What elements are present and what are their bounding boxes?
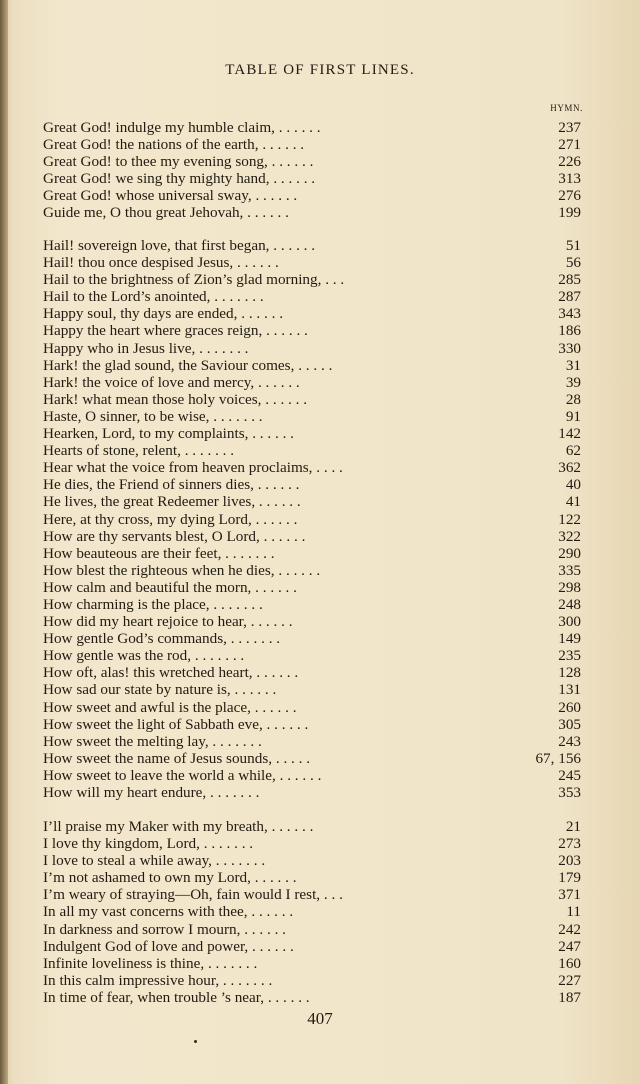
table-row xyxy=(43,374,581,391)
first-line-text: In time of fear, when trouble ’s near, xyxy=(43,988,265,1006)
hymn-number: 40 xyxy=(565,476,581,494)
entry-group-g xyxy=(43,119,581,222)
first-line-text: How sweet and awful is the place, xyxy=(43,698,251,716)
hymn-number: 142 xyxy=(558,425,581,443)
dot-leader: . . . . . . . xyxy=(206,784,260,801)
table-row xyxy=(43,357,581,374)
dot-leader: . . . . . . xyxy=(251,578,297,596)
dot-leader: . . . . . . xyxy=(253,476,300,494)
hymn-number: 122 xyxy=(558,510,581,528)
first-line-text: Infinite loveliness is thine, xyxy=(43,954,205,972)
hymn-number: 128 xyxy=(558,664,581,682)
hymn-number: 149 xyxy=(558,630,581,648)
table-row xyxy=(43,699,581,716)
first-line-text: How gentle was the rod, xyxy=(43,647,192,665)
table-row xyxy=(43,322,581,339)
table-row xyxy=(43,989,581,1006)
table-row xyxy=(43,288,581,305)
dot-leader: . . . . . . xyxy=(261,390,308,408)
hymn-number: 39 xyxy=(565,373,581,391)
table-row xyxy=(43,305,581,322)
hymn-number: 62 xyxy=(565,442,581,460)
hymn-number: 300 xyxy=(558,613,581,631)
first-line-text: Happy the heart where graces reign, xyxy=(43,322,263,340)
table-row xyxy=(43,119,581,136)
hymn-number: 276 xyxy=(558,187,581,205)
hymn-number: 226 xyxy=(558,153,581,171)
dot-leader: . . . . . . xyxy=(267,153,314,171)
dot-leader: . . . . . . xyxy=(240,920,286,938)
first-line-text: Happy soul, thy days are ended, xyxy=(43,305,238,323)
table-row xyxy=(43,204,581,221)
hymn-number: 245 xyxy=(558,766,581,784)
first-line-text: Hark! the voice of love and mercy, xyxy=(43,373,255,391)
table-row xyxy=(43,955,581,972)
dot-leader: . . . . . . . xyxy=(208,732,262,750)
table-row xyxy=(43,562,581,579)
dot-leader: . . . . . . . xyxy=(210,288,264,306)
first-line-text: Great God! indulge my humble claim, xyxy=(43,119,275,136)
hymn-number: 322 xyxy=(558,527,581,545)
table-row xyxy=(43,938,581,955)
hymn-number: 335 xyxy=(558,561,581,579)
table-row xyxy=(43,852,581,869)
first-line-text: Here, at thy cross, my dying Lord, xyxy=(43,510,252,528)
hymn-number: 131 xyxy=(558,681,581,699)
first-line-text: How sweet to leave the world a while, xyxy=(43,766,276,784)
dot-leader: . . . . . . xyxy=(269,237,316,254)
dot-leader: . . . xyxy=(321,271,345,289)
hymn-number: 247 xyxy=(558,937,581,955)
dot-leader: . . . . . . xyxy=(254,373,300,391)
hymn-number: 67, 156 xyxy=(535,749,581,767)
dot-leader: . . . . . . xyxy=(259,527,306,545)
hymn-number: 41 xyxy=(565,493,581,511)
table-row xyxy=(43,187,581,204)
first-line-text: How did my heart rejoice to hear, xyxy=(43,613,247,631)
hymn-number: 51 xyxy=(565,237,581,254)
hymn-number: 362 xyxy=(558,459,581,477)
hymn-number: 313 xyxy=(558,170,581,188)
first-line-text: How sweet the name of Jesus sounds, xyxy=(43,749,273,767)
first-line-text: How charming is the place, xyxy=(43,595,210,613)
hymn-column-label: HYMN. xyxy=(550,103,583,113)
hymn-number: 91 xyxy=(565,407,581,425)
first-line-text: Haste, O sinner, to be wise, xyxy=(43,407,210,425)
dot-leader: . . . . . . xyxy=(258,136,305,154)
hymn-number: 287 xyxy=(558,288,581,306)
first-line-text: I’m weary of straying—Oh, fain would I rest, xyxy=(43,886,321,904)
first-line-text: I’ll praise my Maker with my breath, xyxy=(43,818,268,835)
dot-leader: . . . . . . xyxy=(255,493,301,511)
table-row xyxy=(43,271,581,288)
first-line-text: He dies, the Friend of sinners dies, xyxy=(43,476,254,494)
page-heading: TABLE OF FIRST LINES. xyxy=(225,62,415,78)
table-row xyxy=(43,237,581,254)
dot-leader: . . . xyxy=(320,886,343,904)
dot-leader: . . . . . . xyxy=(251,187,298,205)
hymn-number: 371 xyxy=(558,886,581,904)
table-row xyxy=(43,647,581,664)
hymn-number: 330 xyxy=(558,339,581,357)
table-row xyxy=(43,528,581,545)
first-line-text: How calm and beautiful the morn, xyxy=(43,578,252,596)
first-line-text: How sweet the melting lay, xyxy=(43,732,209,750)
first-line-text: Great God! the nations of the earth, xyxy=(43,136,259,154)
dot-leader: . . . . . . . xyxy=(191,647,245,665)
hymn-number: 353 xyxy=(558,784,581,801)
first-line-text: How sad our state by nature is, xyxy=(43,681,231,699)
dot-leader: . . . . . . xyxy=(274,561,321,579)
dot-leader: . . . . . . xyxy=(248,937,294,955)
table-row xyxy=(43,442,581,459)
first-line-text: Great God! to thee my evening song, xyxy=(43,153,268,171)
hymn-number: 28 xyxy=(565,390,581,408)
first-line-text: In darkness and sorrow I mourn, xyxy=(43,920,241,938)
page-binding-edge xyxy=(0,0,8,1084)
dot-leader: . . . . . . xyxy=(264,988,310,1006)
dot-leader: . . . . . . xyxy=(248,425,294,443)
hymn-number: 237 xyxy=(558,119,581,136)
first-line-text: How beauteous are their feet, xyxy=(43,544,222,562)
table-row xyxy=(43,596,581,613)
first-line-text: How will my heart endure, xyxy=(43,784,207,801)
first-line-text: In all my vast concerns with thee, xyxy=(43,903,248,921)
table-row xyxy=(43,664,581,681)
first-line-text: I love to steal a while away, xyxy=(43,852,212,870)
first-line-text: Hail! thou once despised Jesus, xyxy=(43,254,234,272)
hymn-number: 305 xyxy=(558,715,581,733)
first-line-text: Hearts of stone, relent, xyxy=(43,442,181,460)
dot-leader: . . . . . . . xyxy=(221,544,275,562)
hymn-number: 248 xyxy=(558,595,581,613)
first-line-text: Hear what the voice from heaven proclaims, xyxy=(43,459,313,477)
dot-leader: . . . . . . . xyxy=(180,442,235,460)
first-line-text: Great God! whose universal sway, xyxy=(43,187,252,205)
table-row xyxy=(43,408,581,425)
table-row xyxy=(43,733,581,750)
hymn-number: 271 xyxy=(558,136,581,154)
dot-leader: . . . . . xyxy=(272,749,311,767)
table-row xyxy=(43,767,581,784)
hymn-number: 298 xyxy=(558,578,581,596)
entry-group-i xyxy=(43,818,581,1006)
first-line-text: How gentle God’s commands, xyxy=(43,630,227,648)
table-row xyxy=(43,869,581,886)
dot-leader: . . . . . . xyxy=(252,664,299,682)
hymn-number: 260 xyxy=(558,698,581,716)
hymn-number: 31 xyxy=(565,356,581,374)
first-line-text: How oft, alas! this wretched heart, xyxy=(43,664,253,682)
table-row xyxy=(43,613,581,630)
table-row xyxy=(43,750,581,767)
hymn-number: 186 xyxy=(558,322,581,340)
table-row xyxy=(43,476,581,493)
first-line-text: He lives, the great Redeemer lives, xyxy=(43,493,256,511)
table-row xyxy=(43,716,581,733)
table-row xyxy=(43,681,581,698)
table-row xyxy=(43,818,581,835)
first-line-text: How are thy servants blest, O Lord, xyxy=(43,527,260,545)
dot-leader: . . . . . . xyxy=(267,818,314,835)
dot-leader: . . . . . . xyxy=(230,681,277,699)
table-row xyxy=(43,545,581,562)
first-line-text: Guide me, O thou great Jehovah, xyxy=(43,204,244,222)
dot-leader: . . . . . . . xyxy=(209,595,263,613)
hymn-number: 235 xyxy=(558,647,581,665)
hymn-number: 285 xyxy=(558,271,581,289)
dot-leader: . . . . . . xyxy=(247,903,294,921)
table-row xyxy=(43,784,581,801)
dot-leader: . . . . . . . xyxy=(199,835,254,853)
hymn-number: 11 xyxy=(566,903,581,921)
table-row xyxy=(43,511,581,528)
first-line-text: Hail! sovereign love, that first began, xyxy=(43,237,270,254)
table-row xyxy=(43,835,581,852)
table-row xyxy=(43,170,581,187)
entry-group-h xyxy=(43,237,581,801)
dot-leader: . . . . . . xyxy=(262,322,308,340)
hymn-number: 243 xyxy=(558,732,581,750)
dot-leader: . . . . . . xyxy=(274,119,321,136)
dot-leader: . . . . . . xyxy=(250,698,297,716)
dot-leader: . . . . xyxy=(312,459,343,477)
hymn-number: 273 xyxy=(558,835,581,853)
hymn-number: 290 xyxy=(558,544,581,562)
first-line-text: How blest the righteous when he dies, xyxy=(43,561,275,579)
dot-leader: . . . . . . . xyxy=(211,852,266,870)
dot-leader: . . . . . . xyxy=(269,170,316,188)
table-row xyxy=(43,459,581,476)
dot-leader: . . . . . . xyxy=(250,869,297,887)
hymn-number: 199 xyxy=(558,204,581,222)
first-line-text: In this calm impressive hour, xyxy=(43,971,220,989)
table-row xyxy=(43,391,581,408)
table-row xyxy=(43,579,581,596)
table-row xyxy=(43,921,581,938)
dot-leader: . . . . . . xyxy=(275,766,322,784)
first-line-text: Hail to the brightness of Zion’s glad morning, xyxy=(43,271,322,289)
table-row xyxy=(43,903,581,920)
table-row xyxy=(43,153,581,170)
first-line-text: How sweet the light of Sabbath eve, xyxy=(43,715,263,733)
first-line-text: Happy who in Jesus live, xyxy=(43,339,196,357)
hymn-number: 56 xyxy=(565,254,581,272)
table-row xyxy=(43,254,581,271)
hymn-number: 227 xyxy=(558,971,581,989)
first-line-text: Hail to the Lord’s anointed, xyxy=(43,288,211,306)
hymn-number: 242 xyxy=(558,920,581,938)
first-line-text: I’m not ashamed to own my Lord, xyxy=(43,869,251,887)
dot-leader: . . . . . . xyxy=(237,305,283,323)
dot-leader: . . . . . . xyxy=(251,510,298,528)
table-row xyxy=(43,425,581,442)
ink-mark xyxy=(194,1040,197,1043)
dot-leader: . . . . . . xyxy=(243,204,289,222)
hymn-number: 21 xyxy=(565,818,581,835)
table-row xyxy=(43,493,581,510)
dot-leader: . . . . . . . xyxy=(204,954,258,972)
dot-leader: . . . . . . xyxy=(233,254,279,272)
dot-leader: . . . . . . . xyxy=(209,407,263,425)
table-row xyxy=(43,972,581,989)
first-line-text: I love thy kingdom, Lord, xyxy=(43,835,200,853)
hymn-number: 179 xyxy=(558,869,581,887)
first-line-text: Indulgent God of love and power, xyxy=(43,937,249,955)
table-row xyxy=(43,136,581,153)
dot-leader: . . . . . . . xyxy=(219,971,273,989)
first-line-text: Hark! the glad sound, the Saviour comes, xyxy=(43,356,295,374)
dot-leader: . . . . . xyxy=(294,356,333,374)
table-row xyxy=(43,886,581,903)
hymn-number: 203 xyxy=(558,852,581,870)
first-line-text: Hark! what mean those holy voices, xyxy=(43,390,262,408)
dot-leader: . . . . . . . xyxy=(226,630,281,648)
first-line-text: Hearken, Lord, to my complaints, xyxy=(43,425,249,443)
page-number: 407 xyxy=(307,1009,333,1028)
table-row xyxy=(43,340,581,357)
dot-leader: . . . . . . . xyxy=(195,339,249,357)
first-line-text: Great God! we sing thy mighty hand, xyxy=(43,170,270,188)
dot-leader: . . . . . . xyxy=(246,613,293,631)
hymn-number: 343 xyxy=(558,305,581,323)
hymn-number: 187 xyxy=(558,988,581,1006)
hymn-number: 160 xyxy=(558,954,581,972)
table-row xyxy=(43,630,581,647)
dot-leader: . . . . . . xyxy=(262,715,309,733)
